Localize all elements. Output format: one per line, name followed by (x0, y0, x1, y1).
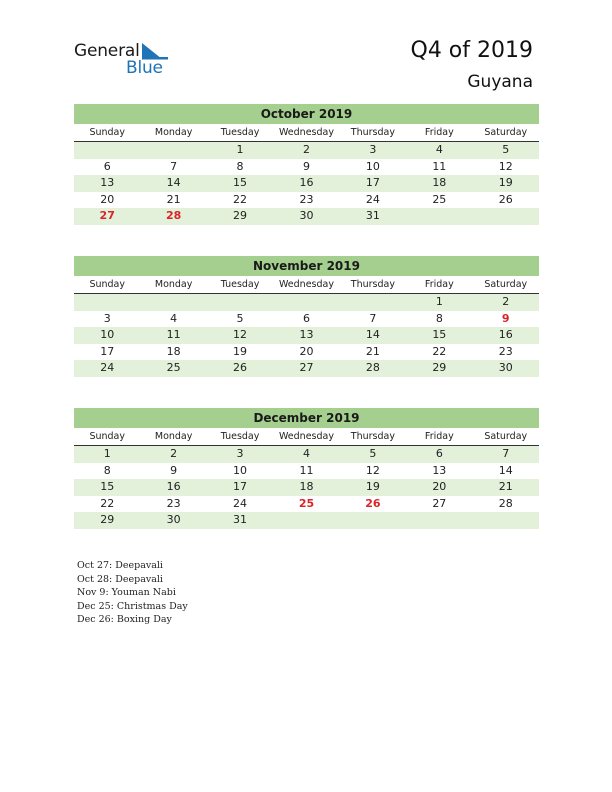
day-cell: 24 (100, 361, 115, 374)
day-cell: 4 (302, 447, 310, 460)
day-cell: 22 (432, 344, 447, 358)
day-cell: 27 (432, 496, 447, 510)
day-cell: 7 (170, 159, 178, 173)
weekday-label: Saturday (484, 279, 528, 290)
month-title: October 2019 (74, 104, 539, 124)
weekday-label: Sunday (89, 279, 125, 290)
logo-word-blue: Blue (126, 58, 163, 78)
weekday-label: Thursday (350, 127, 395, 138)
day-cell: 10 (365, 159, 380, 173)
day-cell: 6 (435, 447, 443, 460)
day-cell: 21 (166, 192, 181, 206)
day-cell: 1 (435, 295, 443, 308)
day-cell: 16 (299, 176, 314, 189)
day-cell: 31 (233, 513, 248, 526)
weekday-header-row (74, 428, 539, 446)
day-cell: 23 (299, 192, 314, 206)
day-cell (74, 294, 140, 311)
day-cell: 15 (432, 328, 447, 341)
day-cell: 15 (100, 480, 115, 493)
day-cell: 20 (100, 192, 115, 206)
day-cell: 8 (236, 159, 244, 173)
week-row (74, 175, 539, 192)
day-cell (140, 142, 206, 159)
day-cell: 9 (501, 311, 510, 325)
day-cell: 12 (233, 328, 248, 341)
day-cell (473, 512, 539, 529)
week-row (74, 327, 539, 344)
day-cell: 13 (100, 176, 115, 189)
day-cell: 2 (302, 143, 310, 156)
weekday-label: Tuesday (220, 127, 260, 138)
weekday-label: Monday (154, 127, 193, 138)
day-cell: 1 (236, 143, 244, 156)
weekday-label: Saturday (484, 127, 528, 138)
day-cell (273, 512, 339, 529)
day-cell: 6 (302, 311, 310, 325)
day-cell: 19 (498, 176, 513, 189)
day-cell: 4 (170, 311, 178, 325)
day-cell: 3 (236, 447, 244, 460)
day-cell: 23 (166, 496, 181, 510)
day-cell: 27 (299, 361, 314, 374)
holiday-note: Dec 25: Christmas Day (77, 600, 188, 612)
week-row (74, 360, 539, 377)
day-cell: 14 (498, 463, 513, 477)
weekday-label: Friday (424, 279, 454, 290)
weekday-label: Friday (424, 431, 454, 442)
day-cell: 30 (166, 513, 181, 526)
day-cell (406, 512, 472, 529)
day-cell: 2 (502, 295, 510, 308)
day-cell (340, 512, 406, 529)
weekday-label: Sunday (89, 431, 125, 442)
weekday-label: Wednesday (278, 431, 334, 442)
week-row (74, 512, 539, 529)
week-row (74, 294, 539, 311)
week-row (74, 142, 539, 159)
weekday-label: Friday (424, 127, 454, 138)
weekday-label: Thursday (350, 431, 395, 442)
day-cell: 30 (299, 209, 314, 222)
day-cell: 5 (236, 311, 244, 325)
day-cell: 26 (365, 496, 381, 510)
day-cell (74, 142, 140, 159)
month-calendar-december (74, 408, 539, 529)
day-cell (207, 294, 273, 311)
week-row (74, 159, 539, 176)
month-title: November 2019 (74, 256, 539, 276)
day-cell: 5 (502, 143, 510, 156)
day-cell: 25 (432, 192, 447, 206)
country-name: Guyana (467, 72, 533, 92)
day-cell (140, 294, 206, 311)
logo-word-general: General (74, 41, 140, 61)
day-cell: 18 (299, 480, 314, 493)
page-title: Q4 of 2019 (410, 38, 533, 63)
day-cell: 24 (365, 192, 380, 206)
day-cell: 31 (365, 209, 380, 222)
day-cell: 2 (170, 447, 178, 460)
week-row (74, 479, 539, 496)
day-cell: 10 (100, 328, 115, 341)
day-cell: 20 (299, 344, 314, 358)
day-cell: 28 (165, 209, 182, 222)
weekday-header-row (74, 276, 539, 294)
day-cell: 12 (365, 463, 380, 477)
weekday-label: Monday (154, 431, 193, 442)
day-cell: 14 (365, 328, 380, 341)
week-row (74, 208, 539, 225)
day-cell: 8 (435, 311, 443, 325)
weekday-label: Tuesday (220, 279, 260, 290)
day-cell: 12 (498, 159, 513, 173)
day-cell: 14 (166, 176, 181, 189)
day-cell: 22 (233, 192, 248, 206)
holiday-notes (77, 559, 188, 627)
day-cell: 4 (435, 143, 443, 156)
day-cell: 24 (233, 496, 248, 510)
day-cell: 15 (233, 176, 248, 189)
day-cell: 29 (233, 209, 248, 222)
day-cell: 25 (166, 361, 181, 374)
day-cell: 13 (432, 463, 447, 477)
day-cell: 17 (365, 176, 380, 189)
day-cell: 7 (502, 447, 510, 460)
day-cell: 3 (369, 143, 377, 156)
generalblue-logo (74, 41, 174, 77)
day-cell: 11 (166, 328, 181, 341)
day-cell: 17 (233, 480, 248, 493)
week-row (74, 446, 539, 463)
month-calendar-november (74, 256, 539, 377)
day-cell: 30 (498, 361, 513, 374)
day-cell: 10 (233, 463, 248, 477)
day-cell: 7 (369, 311, 377, 325)
day-cell: 18 (166, 344, 181, 358)
holiday-note: Oct 27: Deepavali (77, 560, 163, 571)
month-calendar-october (74, 104, 539, 225)
day-cell: 28 (365, 361, 380, 374)
day-cell: 23 (498, 344, 513, 358)
holiday-note: Dec 26: Boxing Day (77, 614, 172, 625)
day-cell: 27 (99, 209, 115, 222)
day-cell: 19 (233, 344, 248, 358)
weekday-label: Tuesday (220, 431, 260, 442)
day-cell (406, 208, 472, 225)
day-cell: 28 (498, 496, 513, 510)
day-cell: 29 (100, 513, 115, 526)
weekday-label: Wednesday (278, 279, 334, 290)
day-cell: 1 (103, 447, 111, 460)
day-cell: 19 (365, 480, 380, 493)
weekday-label: Saturday (484, 431, 528, 442)
weekday-label: Sunday (89, 127, 125, 138)
day-cell: 5 (369, 447, 377, 460)
day-cell: 8 (103, 463, 111, 477)
weekday-label: Thursday (350, 279, 395, 290)
day-cell: 6 (103, 159, 111, 173)
day-cell: 21 (365, 344, 380, 358)
day-cell: 22 (100, 496, 115, 510)
day-cell: 11 (299, 463, 314, 477)
day-cell (473, 208, 539, 225)
day-cell: 9 (170, 463, 178, 477)
day-cell (273, 294, 339, 311)
day-cell: 17 (100, 344, 115, 358)
day-cell: 25 (298, 496, 315, 510)
day-cell: 16 (498, 328, 513, 341)
day-cell: 18 (432, 176, 447, 189)
day-cell: 26 (498, 192, 513, 206)
weekday-label: Monday (154, 279, 193, 290)
week-row (74, 344, 539, 361)
day-cell: 9 (302, 159, 310, 173)
day-cell: 26 (233, 361, 248, 374)
weekday-label: Wednesday (278, 127, 334, 138)
day-cell (340, 294, 406, 311)
day-cell: 13 (299, 328, 314, 341)
day-cell: 29 (432, 361, 447, 374)
day-cell: 16 (166, 480, 181, 493)
week-row (74, 311, 539, 328)
week-row (74, 192, 539, 209)
day-cell: 3 (103, 311, 111, 325)
day-cell: 20 (432, 480, 447, 493)
day-cell: 11 (432, 159, 447, 173)
week-row (74, 496, 539, 513)
week-row (74, 463, 539, 480)
holiday-note: Nov 9: Youman Nabi (77, 587, 176, 598)
holiday-note: Oct 28: Deepavali (77, 573, 163, 585)
weekday-header-row (74, 124, 539, 142)
day-cell: 21 (498, 480, 513, 493)
month-title: December 2019 (74, 408, 539, 428)
